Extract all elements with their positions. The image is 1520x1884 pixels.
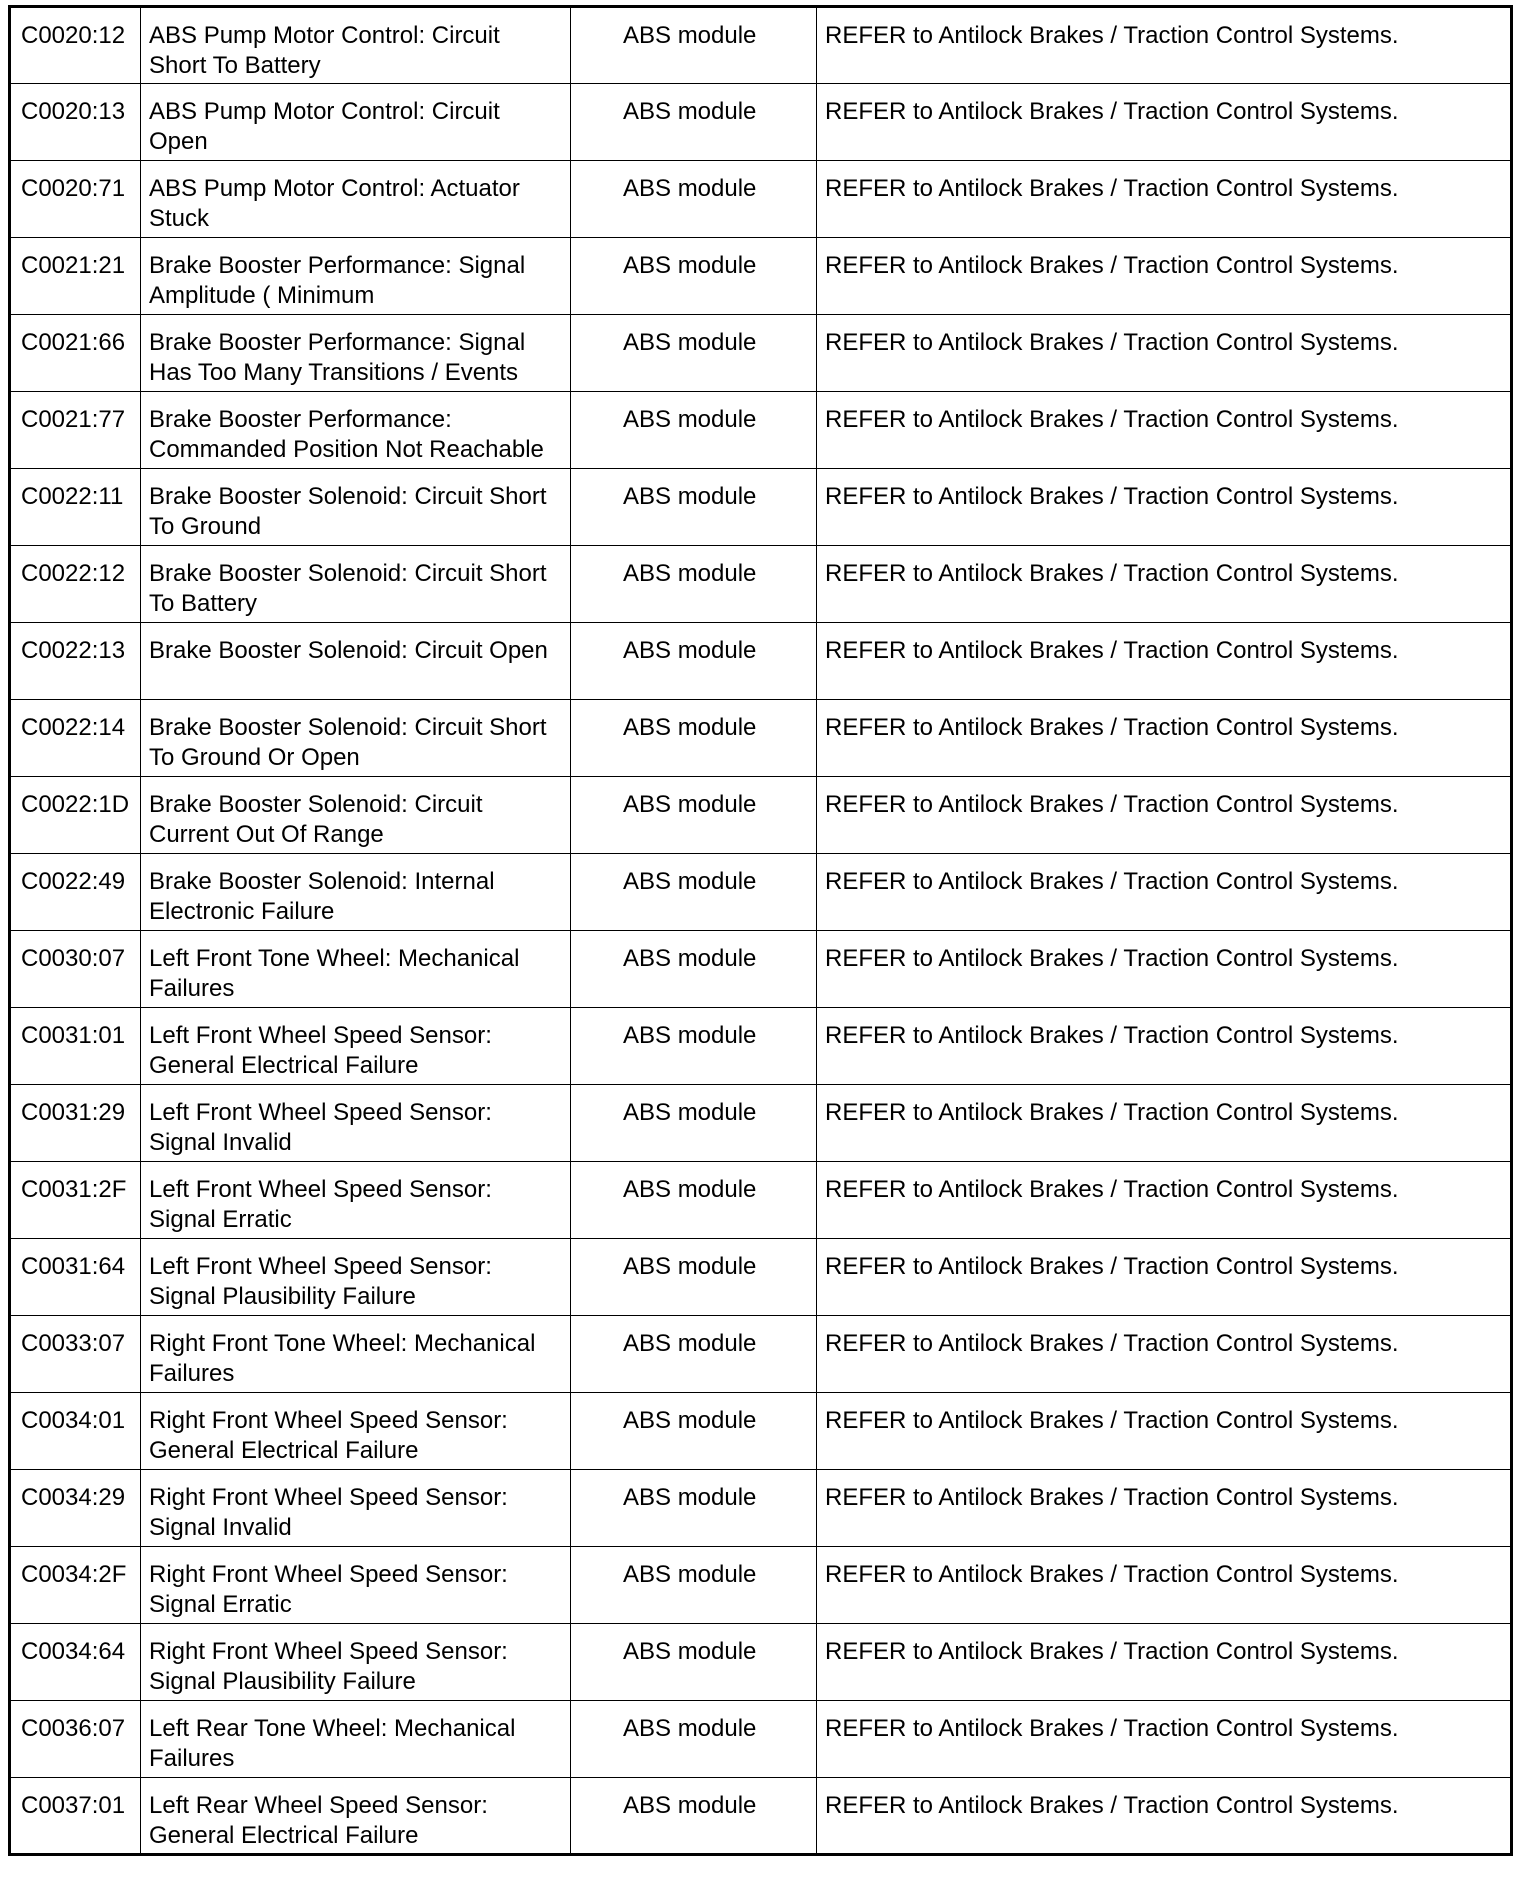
dtc-action: REFER to Antilock Brakes / Traction Control Systems. bbox=[817, 1316, 1512, 1393]
dtc-code: C0031:29 bbox=[10, 1085, 141, 1162]
dtc-description: ABS Pump Motor Control: Actuator Stuck bbox=[141, 161, 571, 238]
dtc-description: Brake Booster Solenoid: Circuit Open bbox=[141, 623, 571, 700]
dtc-action: REFER to Antilock Brakes / Traction Control Systems. bbox=[817, 392, 1512, 469]
dtc-action: REFER to Antilock Brakes / Traction Control Systems. bbox=[817, 1624, 1512, 1701]
dtc-table-body bbox=[10, 7, 1512, 1855]
dtc-description: Left Front Tone Wheel: Mechanical Failures bbox=[141, 931, 571, 1008]
dtc-module: ABS module bbox=[571, 1393, 817, 1470]
dtc-action: REFER to Antilock Brakes / Traction Control Systems. bbox=[817, 84, 1512, 161]
dtc-action: REFER to Antilock Brakes / Traction Control Systems. bbox=[817, 546, 1512, 623]
dtc-code: C0022:1D bbox=[10, 777, 141, 854]
table-row bbox=[10, 546, 1512, 623]
table-row bbox=[10, 315, 1512, 392]
table-row bbox=[10, 1701, 1512, 1778]
dtc-action: REFER to Antilock Brakes / Traction Control Systems. bbox=[817, 1085, 1512, 1162]
dtc-description: Brake Booster Performance: Signal Has Too Many Transitions / Events bbox=[141, 315, 571, 392]
dtc-action: REFER to Antilock Brakes / Traction Control Systems. bbox=[817, 1393, 1512, 1470]
table-row bbox=[10, 623, 1512, 700]
dtc-action: REFER to Antilock Brakes / Traction Control Systems. bbox=[817, 931, 1512, 1008]
dtc-action: REFER to Antilock Brakes / Traction Control Systems. bbox=[817, 469, 1512, 546]
table-row bbox=[10, 931, 1512, 1008]
dtc-description: Right Front Wheel Speed Sensor: Signal Plausibility Failure bbox=[141, 1624, 571, 1701]
dtc-code: C0022:12 bbox=[10, 546, 141, 623]
dtc-code: C0036:07 bbox=[10, 1701, 141, 1778]
dtc-description: ABS Pump Motor Control: Circuit Open bbox=[141, 84, 571, 161]
table-row bbox=[10, 84, 1512, 161]
dtc-description: Left Front Wheel Speed Sensor: Signal Invalid bbox=[141, 1085, 571, 1162]
dtc-module: ABS module bbox=[571, 1239, 817, 1316]
dtc-code: C0034:01 bbox=[10, 1393, 141, 1470]
dtc-module: ABS module bbox=[571, 1085, 817, 1162]
dtc-code: C0031:2F bbox=[10, 1162, 141, 1239]
dtc-module: ABS module bbox=[571, 1547, 817, 1624]
dtc-description: ABS Pump Motor Control: Circuit Short To Battery bbox=[141, 7, 571, 84]
dtc-module: ABS module bbox=[571, 1008, 817, 1085]
table-row bbox=[10, 854, 1512, 931]
dtc-description: Left Front Wheel Speed Sensor: General Electrical Failure bbox=[141, 1008, 571, 1085]
dtc-code: C0037:01 bbox=[10, 1778, 141, 1855]
dtc-description: Right Front Wheel Speed Sensor: General Electrical Failure bbox=[141, 1393, 571, 1470]
dtc-module: ABS module bbox=[571, 1162, 817, 1239]
dtc-description: Brake Booster Solenoid: Circuit Short To Ground Or Open bbox=[141, 700, 571, 777]
table-row bbox=[10, 700, 1512, 777]
dtc-code: C0034:2F bbox=[10, 1547, 141, 1624]
dtc-code: C0022:11 bbox=[10, 469, 141, 546]
table-row bbox=[10, 777, 1512, 854]
dtc-code: C0021:66 bbox=[10, 315, 141, 392]
table-row bbox=[10, 469, 1512, 546]
dtc-module: ABS module bbox=[571, 392, 817, 469]
dtc-action: REFER to Antilock Brakes / Traction Control Systems. bbox=[817, 1547, 1512, 1624]
dtc-code: C0022:14 bbox=[10, 700, 141, 777]
dtc-module: ABS module bbox=[571, 84, 817, 161]
dtc-action: REFER to Antilock Brakes / Traction Control Systems. bbox=[817, 1701, 1512, 1778]
dtc-code: C0030:07 bbox=[10, 931, 141, 1008]
dtc-module: ABS module bbox=[571, 700, 817, 777]
dtc-action: REFER to Antilock Brakes / Traction Control Systems. bbox=[817, 623, 1512, 700]
table-row bbox=[10, 1778, 1512, 1855]
dtc-module: ABS module bbox=[571, 1778, 817, 1855]
table-row bbox=[10, 1162, 1512, 1239]
dtc-action: REFER to Antilock Brakes / Traction Control Systems. bbox=[817, 238, 1512, 315]
dtc-code: C0034:29 bbox=[10, 1470, 141, 1547]
dtc-action: REFER to Antilock Brakes / Traction Control Systems. bbox=[817, 854, 1512, 931]
dtc-description: Brake Booster Performance: Commanded Position Not Reachable bbox=[141, 392, 571, 469]
dtc-module: ABS module bbox=[571, 1470, 817, 1547]
dtc-module: ABS module bbox=[571, 623, 817, 700]
dtc-description: Brake Booster Solenoid: Circuit Short To Battery bbox=[141, 546, 571, 623]
dtc-module: ABS module bbox=[571, 1316, 817, 1393]
table-row bbox=[10, 161, 1512, 238]
table-row bbox=[10, 1470, 1512, 1547]
dtc-code: C0031:01 bbox=[10, 1008, 141, 1085]
dtc-action: REFER to Antilock Brakes / Traction Control Systems. bbox=[817, 315, 1512, 392]
dtc-code: C0020:12 bbox=[10, 7, 141, 84]
dtc-module: ABS module bbox=[571, 315, 817, 392]
dtc-module: ABS module bbox=[571, 7, 817, 84]
dtc-module: ABS module bbox=[571, 854, 817, 931]
table-row bbox=[10, 1393, 1512, 1470]
dtc-code: C0021:21 bbox=[10, 238, 141, 315]
dtc-module: ABS module bbox=[571, 546, 817, 623]
dtc-action: REFER to Antilock Brakes / Traction Control Systems. bbox=[817, 777, 1512, 854]
dtc-action: REFER to Antilock Brakes / Traction Control Systems. bbox=[817, 7, 1512, 84]
table-row bbox=[10, 392, 1512, 469]
dtc-table bbox=[8, 5, 1513, 1856]
dtc-module: ABS module bbox=[571, 1624, 817, 1701]
table-row bbox=[10, 238, 1512, 315]
dtc-description: Left Rear Tone Wheel: Mechanical Failures bbox=[141, 1701, 571, 1778]
dtc-description: Right Front Wheel Speed Sensor: Signal Erratic bbox=[141, 1547, 571, 1624]
dtc-action: REFER to Antilock Brakes / Traction Control Systems. bbox=[817, 161, 1512, 238]
dtc-action: REFER to Antilock Brakes / Traction Control Systems. bbox=[817, 700, 1512, 777]
dtc-module: ABS module bbox=[571, 931, 817, 1008]
table-row bbox=[10, 1624, 1512, 1701]
dtc-code: C0031:64 bbox=[10, 1239, 141, 1316]
dtc-code: C0022:49 bbox=[10, 854, 141, 931]
table-row bbox=[10, 1547, 1512, 1624]
dtc-action: REFER to Antilock Brakes / Traction Control Systems. bbox=[817, 1239, 1512, 1316]
dtc-description: Brake Booster Solenoid: Circuit Current Out Of Range bbox=[141, 777, 571, 854]
dtc-code: C0020:13 bbox=[10, 84, 141, 161]
table-row bbox=[10, 1316, 1512, 1393]
dtc-description: Brake Booster Solenoid: Circuit Short To Ground bbox=[141, 469, 571, 546]
dtc-code: C0020:71 bbox=[10, 161, 141, 238]
dtc-description: Left Rear Wheel Speed Sensor: General Electrical Failure bbox=[141, 1778, 571, 1855]
dtc-action: REFER to Antilock Brakes / Traction Control Systems. bbox=[817, 1470, 1512, 1547]
dtc-description: Left Front Wheel Speed Sensor: Signal Plausibility Failure bbox=[141, 1239, 571, 1316]
dtc-code: C0034:64 bbox=[10, 1624, 141, 1701]
dtc-description: Right Front Tone Wheel: Mechanical Failures bbox=[141, 1316, 571, 1393]
dtc-module: ABS module bbox=[571, 777, 817, 854]
dtc-code: C0022:13 bbox=[10, 623, 141, 700]
dtc-description: Left Front Wheel Speed Sensor: Signal Erratic bbox=[141, 1162, 571, 1239]
dtc-module: ABS module bbox=[571, 1701, 817, 1778]
dtc-module: ABS module bbox=[571, 238, 817, 315]
dtc-code: C0033:07 bbox=[10, 1316, 141, 1393]
table-row bbox=[10, 7, 1512, 84]
dtc-action: REFER to Antilock Brakes / Traction Control Systems. bbox=[817, 1008, 1512, 1085]
dtc-module: ABS module bbox=[571, 469, 817, 546]
dtc-action: REFER to Antilock Brakes / Traction Control Systems. bbox=[817, 1162, 1512, 1239]
dtc-description: Brake Booster Performance: Signal Amplitude ( Minimum bbox=[141, 238, 571, 315]
table-row bbox=[10, 1085, 1512, 1162]
table-row bbox=[10, 1008, 1512, 1085]
dtc-description: Right Front Wheel Speed Sensor: Signal Invalid bbox=[141, 1470, 571, 1547]
table-row bbox=[10, 1239, 1512, 1316]
dtc-action: REFER to Antilock Brakes / Traction Control Systems. bbox=[817, 1778, 1512, 1855]
dtc-description: Brake Booster Solenoid: Internal Electronic Failure bbox=[141, 854, 571, 931]
dtc-code: C0021:77 bbox=[10, 392, 141, 469]
dtc-module: ABS module bbox=[571, 161, 817, 238]
